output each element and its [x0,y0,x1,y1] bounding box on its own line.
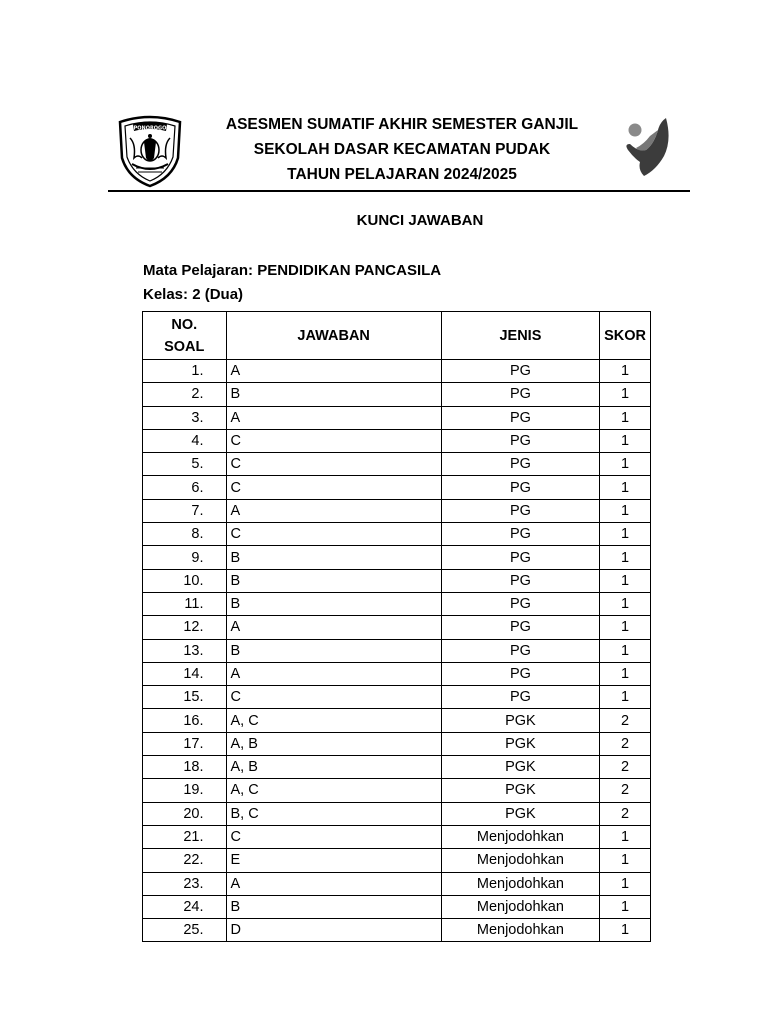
row-answer: A [226,499,441,522]
row-type: PG [441,616,599,639]
header-jawaban: JAWABAN [226,312,441,360]
table-row [143,662,651,685]
row-answer: C [226,523,441,546]
row-number: 18. [143,756,227,779]
row-number: 22. [143,849,227,872]
row-answer: D [226,919,441,942]
table-row [143,732,651,755]
row-type: PG [441,360,599,383]
header-line-2: SEKOLAH DASAR KECAMATAN PUDAK [253,141,551,158]
row-type: PG [441,476,599,499]
row-score: 2 [600,709,651,732]
row-answer: B [226,895,441,918]
table-row [143,686,651,709]
row-number: 15. [143,686,227,709]
row-number: 3. [143,406,227,429]
row-score: 1 [600,476,651,499]
header-skor: SKOR [600,312,651,360]
row-score: 1 [600,523,651,546]
row-score: 1 [600,499,651,522]
table-row [143,709,651,732]
row-answer: A [226,360,441,383]
row-number: 9. [143,546,227,569]
row-score: 2 [600,732,651,755]
answer-key-table [142,311,651,942]
ponorogo-seal-logo [116,114,184,188]
row-answer: C [226,825,441,848]
row-number: 25. [143,919,227,942]
row-answer: A [226,616,441,639]
row-score: 1 [600,406,651,429]
row-answer: A, C [226,779,441,802]
row-score: 1 [600,849,651,872]
table-row [143,523,651,546]
row-number: 24. [143,895,227,918]
row-answer: A, B [226,756,441,779]
row-number: 17. [143,732,227,755]
row-answer: B [226,592,441,615]
row-score: 1 [600,919,651,942]
table-row [143,639,651,662]
row-answer: B [226,383,441,406]
row-type: PGK [441,802,599,825]
header-no-line2: SOAL [164,338,205,355]
row-number: 11. [143,592,227,615]
row-type: PG [441,569,599,592]
table-row [143,360,651,383]
row-type: PG [441,453,599,476]
row-score: 1 [600,429,651,452]
document-title: KUNCI JAWABAN [356,212,484,229]
row-answer: B, C [226,802,441,825]
row-score: 2 [600,779,651,802]
row-number: 10. [143,569,227,592]
row-type: PG [441,546,599,569]
row-answer: B [226,569,441,592]
header-jenis: JENIS [441,312,599,360]
row-type: Menjodohkan [441,849,599,872]
row-number: 14. [143,662,227,685]
row-answer: A, C [226,709,441,732]
row-score: 1 [600,453,651,476]
school-header [184,112,620,187]
header-line-3: TAHUN PELAJARAN 2024/2025 [287,166,517,183]
table-row [143,825,651,848]
table-row [143,546,651,569]
table-row [143,919,651,942]
table-row [143,592,651,615]
svg-text:PONOROGO: PONOROGO [133,125,167,132]
row-type: Menjodohkan [441,872,599,895]
row-score: 1 [600,686,651,709]
row-number: 4. [143,429,227,452]
row-type: PG [441,686,599,709]
row-type: PGK [441,709,599,732]
row-number: 19. [143,779,227,802]
row-score: 2 [600,756,651,779]
table-row [143,802,651,825]
table-row [143,872,651,895]
row-score: 1 [600,639,651,662]
row-number: 12. [143,616,227,639]
row-type: PG [441,639,599,662]
row-number: 7. [143,499,227,522]
row-type: PGK [441,779,599,802]
row-type: Menjodohkan [441,895,599,918]
class-label: Kelas: 2 (Dua) [143,286,244,303]
table-row [143,383,651,406]
row-score: 1 [600,872,651,895]
table-row [143,429,651,452]
row-score: 1 [600,383,651,406]
row-answer: B [226,546,441,569]
row-number: 21. [143,825,227,848]
row-answer: B [226,639,441,662]
row-score: 1 [600,569,651,592]
row-type: PGK [441,732,599,755]
row-number: 6. [143,476,227,499]
row-number: 13. [143,639,227,662]
row-answer: A [226,406,441,429]
row-number: 1. [143,360,227,383]
stylized-figure-logo [614,110,694,190]
row-type: PG [441,499,599,522]
row-score: 2 [600,802,651,825]
table-row [143,756,651,779]
row-score: 1 [600,592,651,615]
row-type: Menjodohkan [441,825,599,848]
header-divider [108,190,690,192]
row-answer: E [226,849,441,872]
row-score: 1 [600,662,651,685]
row-score: 1 [600,546,651,569]
table-header-row [143,312,651,360]
row-number: 8. [143,523,227,546]
table-row [143,406,651,429]
row-type: PGK [441,756,599,779]
row-score: 1 [600,360,651,383]
header-no-soal [143,312,227,360]
row-type: PG [441,523,599,546]
row-number: 5. [143,453,227,476]
table-row [143,453,651,476]
header-line-1: ASESMEN SUMATIF AKHIR SEMESTER GANJIL [225,116,579,133]
row-score: 1 [600,616,651,639]
row-answer: C [226,429,441,452]
row-type: PG [441,592,599,615]
row-answer: A, B [226,732,441,755]
table-row [143,779,651,802]
table-row [143,476,651,499]
row-type: Menjodohkan [441,919,599,942]
subject-label: Mata Pelajaran: PENDIDIKAN PANCASILA [143,262,442,279]
table-row [143,569,651,592]
table-row [143,895,651,918]
row-type: PG [441,429,599,452]
table-row [143,849,651,872]
row-type: PG [441,383,599,406]
row-number: 16. [143,709,227,732]
row-answer: A [226,872,441,895]
table-row [143,499,651,522]
row-type: PG [441,406,599,429]
row-score: 1 [600,895,651,918]
row-number: 23. [143,872,227,895]
row-number: 20. [143,802,227,825]
row-type: PG [441,662,599,685]
header-no-line1: NO. [171,316,198,333]
row-number: 2. [143,383,227,406]
row-score: 1 [600,825,651,848]
row-answer: C [226,476,441,499]
row-answer: A [226,662,441,685]
table-row [143,616,651,639]
table-body [143,360,651,942]
row-answer: C [226,686,441,709]
row-answer: C [226,453,441,476]
